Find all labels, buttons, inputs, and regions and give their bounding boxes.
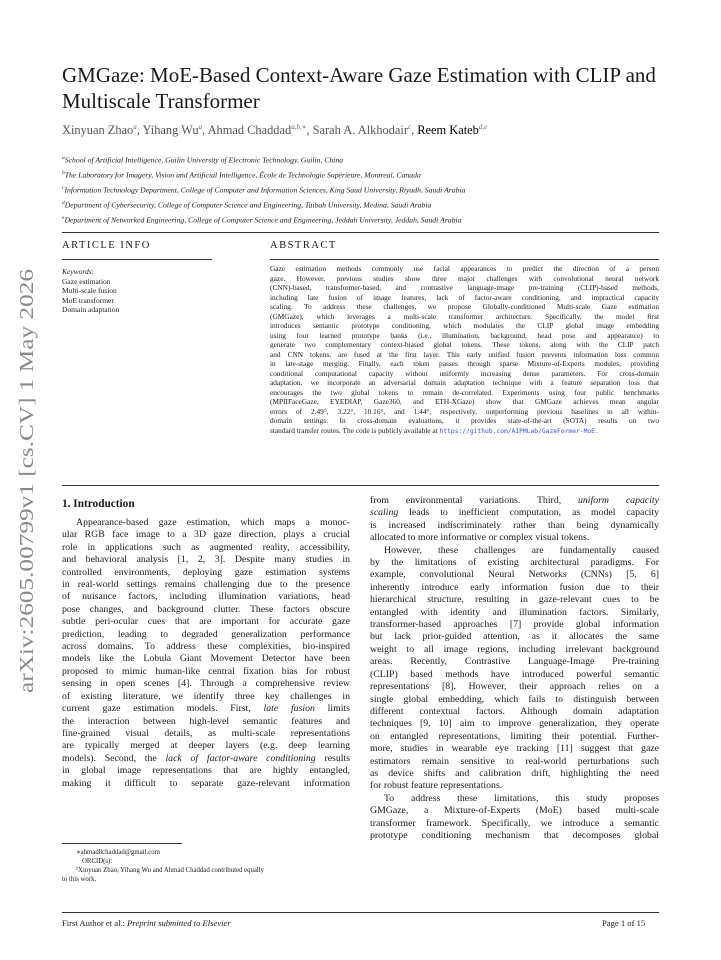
body-line: of existing literature, we identify three key challenges in [62,690,350,702]
code-link[interactable]: https://github.com/AIPMLab/GazeFormer-MoE. [439,427,599,435]
body-line: role in applications such as augmented reality, accessibility, [62,541,350,553]
body-text: models). Second, the [62,752,166,764]
footnote-orcid: ORCID(s): [82,858,113,865]
abstract-line: conditional computational capacity without uniformly increasing dense parameters. For cross-domain [270,368,659,378]
abstract-line: encourages the two global tokens to remain de-correlated. Experiments using four public benchmarks [270,387,659,397]
body-line: representations [8]. However, their approach relies on a [370,681,659,693]
footnotes [62,848,350,884]
keyword: MoE transformer [62,295,114,305]
body-line: ular RGB face image to a 3D gaze direction, plays a crucial [62,529,350,541]
intro-right-column [370,495,659,842]
affiliation [62,182,662,197]
body-line: on entangled representations, limiting their potential. Further- [370,730,659,742]
abstract-rule [270,259,659,260]
abstract-heading: ABSTRACT [270,240,337,251]
abstract-line: domain settings. In cross-domain evaluations, it provides state-of-the-art (SOTA) results on two [270,416,659,425]
affiliation [62,212,662,227]
body-line: as device shifts and calibration drift, highlighting the need [370,767,659,779]
body-line: To address these limitations, this study proposes [384,792,659,804]
affiliation-text: Information Technology Department, College of Computer and Information Sciences, King Saud University, Riyadh, Saudi Arabia [64,185,466,195]
body-line: prediction, leading to degraded generalization performance [62,628,350,640]
abstract-line: scaling. To address these challenges, we propose Globally-conditioned Multi-scale Gaze estimation [270,302,659,311]
affiliation-sup: a [62,155,65,161]
body-line: entangled with identity and illumination factors. Similarly, [370,606,659,618]
body-line: controlled environments, deploying gaze estimation systems [62,566,350,578]
body-line: making it difficult to separate gaze-relevant information [62,777,350,789]
keyword: Multi-scale fusion [62,286,117,296]
body-line: hierarchical structure, resulting in gaze-relevant cues to be [370,594,659,606]
body-line: GMGaze, a Mixture-of-Experts (MoE) based multi-scale [370,805,659,817]
body-line: inherently introduce early information fusion due to their [370,581,659,593]
affiliations [62,152,662,227]
intro-heading: 1. Introduction [62,498,135,510]
footer-left [62,918,231,928]
body-line: across domains. To address these complexities, bio-inspired [62,641,350,653]
affiliation [62,152,662,167]
abstract-body [270,264,659,436]
abstract-line: introduces semantic prototype conditioning, which modulates the CLIP global image embedding [270,321,659,330]
abstract-line: errors of 2.49°, 3.22°, 10.16°, and 1.44°, respectively, outperforming previous baselines in all within- [270,406,659,416]
arxiv-stamp [2,265,42,695]
body-line: prototype conditioning mechanism that decomposes global [370,829,659,841]
footer-rule [62,912,659,913]
affiliation [62,197,662,212]
body-line: proposed to mimic human-like central fixation bias for robust [62,665,350,677]
emphasis-factor-aware: lack of factor-aware conditioning [165,752,316,764]
footnote-email[interactable]: ∗ahmad8chaddad@gmail.com [76,849,160,856]
footer-author: First Author et al.: [62,918,128,928]
body-line: allocated to more informative or complex visual tokens. [370,532,590,544]
body-line: different contextual factors. Although domain adaptation [370,705,659,717]
keywords-block: Keywords: Gaze estimation Multi-scale fusion MoE transformer Domain adaptation [62,267,212,315]
paper-title [62,62,662,114]
affiliation-text: School of Artificial Intelligence, Guilin University of Electronic Technology, Guilin, China [64,155,344,165]
author-sup: c [407,123,412,131]
affiliation [62,167,662,182]
body-line: in global image representations that are highly entangled, [62,765,350,777]
author-sup: a,b,∗ [291,123,307,131]
author-sup: a [198,123,203,131]
body-line: by the limitations of existing architectural paradigms. For [370,557,659,569]
page-number: Page 1 of 15 [602,918,646,928]
body-line: single global embedding, which fails to distinguish between [370,693,659,705]
affiliation-text: Department of Cybersecurity, College of Computer Science and Engineering, Taibah University, Medina, Saudi Arabia [64,200,432,210]
body-line: more, studies in wearable eye tracking [11] suggest that gaze [370,743,659,755]
author-name: Ahmad Chaddad [207,123,292,138]
body-text: from environmental variations. Third, [370,495,578,506]
author-sup: a [133,123,137,131]
keyword: Gaze estimation [62,276,111,286]
keyword: Domain adaptation [62,305,120,315]
body-text: current gaze estimation models. First, [62,703,264,715]
body-line: transformer-based approaches [7] provide global information [370,619,659,631]
affiliation-text: Department of Networked Engineering, College of Computer Science and Engineering, Jeddah University, Jeddah, Saudi Arabia [64,215,462,225]
title-line-2: Multiscale Transformer [62,89,260,113]
body-line: However, these challenges are fundamentally caused [384,544,659,556]
abstract-line: in late-stage merging. Finally, each token passes through sparse Mixture-of-Experts modules, providing [270,359,659,368]
arxiv-id: arXiv:2605.00799v1 [cs.CV] 1 May 2026 [16,349,38,693]
author-name: Xinyuan Zhao [62,123,134,138]
author-name: Yihang Wu [142,123,199,138]
body-line: for robust feature representations. [370,780,503,792]
affiliation-sup: d [62,199,65,206]
body-line: techniques [9, 10] aim to improve generalization, they operate [370,718,659,730]
body-line: areas. Recently, Contrastive Language-Image Pre-training [370,656,659,668]
abstract-line: using four learned prototype banks (i.e., illumination, background, head pose and appearance) to [270,330,659,340]
affiliation-text: The Laboratory for Imagery, Vision and Artificial Intelligence, École de Technologie Supérieure, Montreal, Canada [64,170,421,180]
body-line: models like the Lobula Giant Movement Detector have been [62,653,350,665]
abstract-bottom-rule [62,485,659,486]
title-line-1: GMGaze: MoE-Based Context-Aware Gaze Estimation with CLIP and [62,63,656,87]
article-info-rule [62,259,212,260]
body-line: but lack prior-guided attention, as it allocates the same [370,631,659,643]
body-line: in real-world settings remains challenging due to the presence [62,579,350,591]
header-rule [62,232,659,233]
keywords-label: Keywords [62,267,92,276]
affiliation-sup: c [62,184,65,191]
article-info-heading: ARTICLE INFO [62,240,151,251]
body-line: weight to all image regions, including irrelevant background [370,643,659,655]
abstract-last-line: standard transfer routes. The code is publicly available at [270,425,440,435]
abstract-line: including late fusion of image features, lack of factor-aware conditioning, and impractical capacity [270,292,659,302]
body-line: Appearance-based gaze estimation, which maps a monoc- [76,517,350,528]
body-line: (CLIP) based methods have introduced powerful semantic [370,668,659,680]
body-line: fine-grained visual details, as multi-scale representations [62,727,350,739]
body-text: limits [314,703,350,715]
body-line: transformer framework. Specifically, we introduce a semantic [370,817,659,829]
body-text: leads to inefficient computation, as model capacity [409,507,660,519]
body-line: sensing in open scenes [4]. Through a comprehensive review [62,678,350,690]
footnote-rule [62,843,182,844]
body-line: pose changes, and background clutter. These factors obscure [62,603,350,615]
abstract-line [270,426,659,437]
author-name: Sarah A. Alkhodair [312,123,408,138]
abstract-line: (CNN)-based, transformer-based, and contrastive language-image pre-training (CLIP)-based methods, [270,283,659,292]
body-line [62,753,350,765]
author-sup: d,e [478,123,488,131]
author-name: Reem Kateb [417,123,479,138]
body-line: is increased indiscriminately rather than being dynamically [370,519,659,531]
abstract-line: (GMGaze), which leverages a multi-scale transformer architecture. Specifically, the model first [270,311,659,321]
body-line: estimators remain sensitive to real-world perturbations such [370,755,659,767]
emphasis-uniform-capacity: uniform capacity [577,495,660,506]
abstract-line: adaptation, we incorporate an adversarial domain adaptation technique with a feature separation loss that [270,378,659,387]
abstract-line: gaze. However, previous studies show three major challenges with convolutional neural network [270,273,659,283]
body-line: subtle peri-ocular cues that are important for accurate gaze [62,616,350,628]
body-line [370,495,659,507]
body-line: of nuisance factors, including illumination variations, head [62,591,350,603]
affiliation-sup: e [62,214,65,221]
abstract-line: generate two complementary context-biased global tokens. These tokens, along with the CLIP patch [270,340,659,349]
body-line: example, convolutional Neural Networks (CNNs) [5, 6] [370,569,659,581]
body-line [370,507,659,519]
body-text: results [315,752,351,764]
intro-left-column [62,517,350,790]
emphasis-late-fusion: late fusion [263,703,315,715]
author-list: Xinyuan Zhao$^a$, Yihang Wu$^a$, Ahmad Chaddad$^{a,b,∗}$, Sarah A. Alkhodair$^c$, Reem Kateb$^{d,e}$ [62,123,488,138]
footnote-contrib-2: to this work. [62,876,97,883]
footnote-contrib: ¹Xinyuan Zhao, Yihang Wu and Ahmad Chaddad contributed equally [76,867,265,874]
abstract-line: (MPIIFaceGaze, EYEDIAP, Gaze360, and ETH-XGaze) show that GMGaze achieves mean angular [270,397,659,406]
abstract-line: Gaze estimation methods commonly use facial appearances to predict the direction of a person [270,264,659,273]
abstract-line: and CNN tokens, are fused at the first layer. This early unified fusion prevents information loss common [270,349,659,359]
body-line: the interaction between high-level semantic features and [62,715,350,727]
body-line: and behavioral analysis [1, 2, 3]. Despite many studies in [62,554,350,566]
emphasis-scaling: scaling [370,507,399,519]
body-line [62,703,350,715]
affiliation-sup: b [62,169,65,176]
body-line: are typically merged at deeper layers (e.g. deep learning [62,740,350,752]
footer-preprint: Preprint submitted to Elsevier [127,918,231,928]
